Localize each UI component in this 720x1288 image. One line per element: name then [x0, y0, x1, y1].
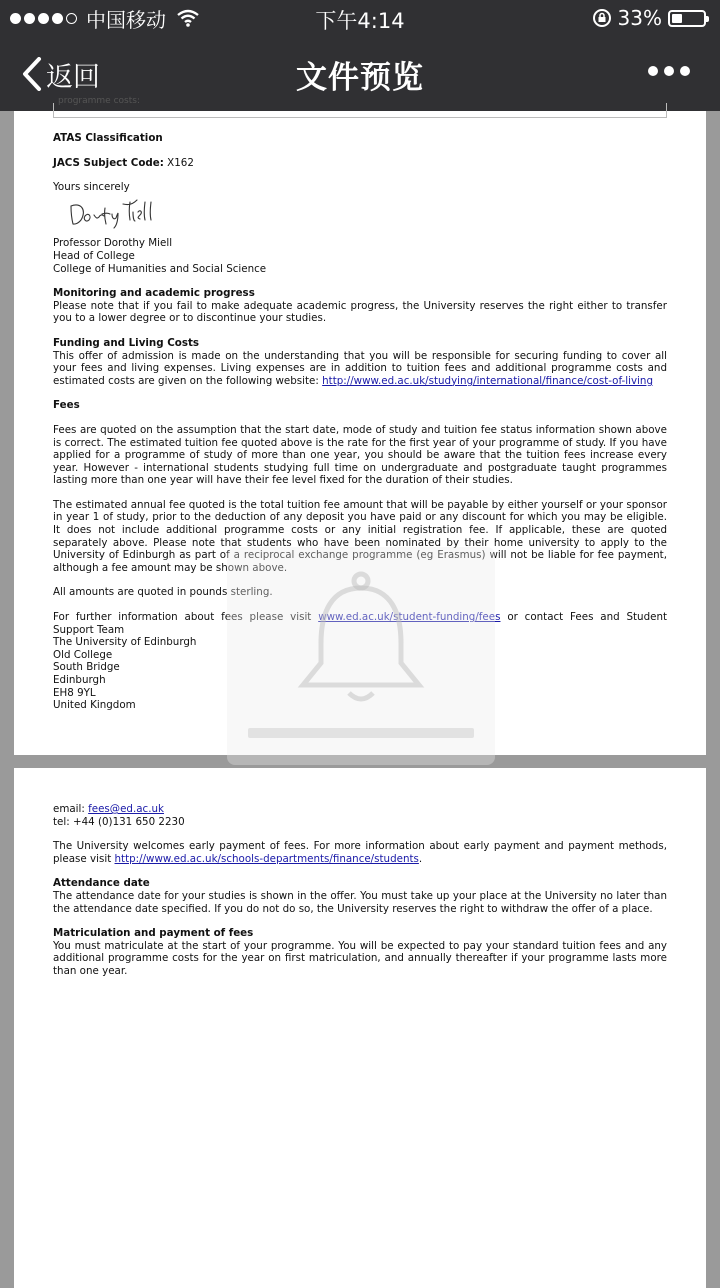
further-info-text-end: or contact Fees and Student Support Team [53, 611, 668, 636]
status-bar [0, 0, 720, 36]
more-dot-icon [664, 66, 674, 76]
more-dot-icon [680, 66, 690, 76]
address-line: South Bridge [53, 661, 120, 674]
more-button[interactable] [642, 66, 690, 76]
address-line: Old College [53, 648, 113, 661]
matriculation-text: You must matriculate at the start of your programme. You will be expected to pay your standard tuition fees and any additional programme costs for the year on first matriculation, and annually thereafter if your programme lasts more than one year. [53, 939, 667, 977]
signatory-college: College of Humanities and Social Science [53, 262, 267, 275]
address-line: The University of Edinburgh [53, 636, 197, 649]
monitoring-heading: Monitoring and academic progress [53, 287, 255, 300]
document-page-2[interactable] [14, 768, 706, 1288]
funding-paragraph [53, 350, 667, 388]
page2-content [53, 803, 667, 978]
battery-nub [706, 16, 709, 22]
carrier-name: 中国移动 [86, 7, 166, 32]
address-line: United Kingdom [53, 699, 136, 712]
email-label: email: [53, 803, 89, 815]
matriculation-heading: Matriculation and payment of fees [53, 927, 254, 940]
email-link[interactable]: fees@ed.ac.uk [88, 803, 164, 815]
attendance-heading: Attendance date [53, 877, 150, 890]
table-cell-text: programme costs: [58, 96, 140, 106]
funding-text: This offer of admission is made on the understanding that you will be responsible for securing funding to cover all your fees and living expenses. Living expenses are in addition to tuition fees and additional programme costs and estimated costs are given on the following website: [53, 349, 667, 387]
address-line: EH8 9YL [53, 686, 96, 699]
fees-paragraph-3: All amounts are quoted in pounds sterling. [53, 586, 273, 599]
cost-of-living-link[interactable]: http://www.ed.ac.uk/studying/international/finance/cost-of-living [322, 374, 653, 387]
battery-percent: 33% [617, 6, 662, 30]
funding-heading: Funding and Living Costs [53, 336, 200, 349]
status-right [592, 6, 706, 30]
fees-paragraph-2: The estimated annual fee quoted is the total tuition fee amount that will be payable by either yourself or your sponsor in year 1 of study, prior to the deduction of any deposit you have paid or any discount for which you may be eligible. It does not include additional programme costs or any initial registration fee. If applicable, these are quoted separately above. Please note that students who have been nominated by their home university to apply to the University of Edinburgh as part of a reciprocal exchange programme (eg Erasmus) will not be liable for fee payment, although a fee amount may be shown above. [53, 498, 667, 574]
notification-bar [248, 728, 474, 738]
email-line [53, 803, 667, 816]
early-payment-end: . [418, 852, 423, 865]
fees-heading: Fees [53, 399, 80, 412]
early-payment-text: The University welcomes early payment of fees. For more information about early payment and payment methods, please visit [53, 840, 667, 865]
student-funding-link[interactable]: www.ed.ac.uk/student-funding/fees [318, 611, 501, 624]
bell-icon [227, 547, 495, 717]
jacs-value: X162 [163, 156, 194, 169]
rotation-lock-icon [592, 8, 612, 28]
fees-paragraph-1: Fees are quoted on the assumption that the start date, mode of study and tuition fee status information shown above is correct. The estimated tuition fee quoted above is the rate for the first year of your programme of study. If you have applied for a programme of study of more than one year, you should be aware that the tuition fees increase every year. However - international students studying full time on undergraduate and postgraduate taught programmes lasting more than one year will have their fee level fixed for the duration of their studies. [53, 423, 667, 487]
signatory-name: Professor Dorothy Miell [53, 237, 173, 250]
attendance-text: The attendance date for your studies is shown in the offer. You must take up your place at the University no later than the attendance date specified. If you do not do so, the University reserves the right to withdraw the offer of a place. [53, 889, 667, 915]
top-bar [0, 0, 720, 111]
tel-line: tel: +44 (0)131 650 2230 [53, 815, 185, 828]
monitoring-text: Please note that if you fail to make adequate academic progress, the University reserves the right either to transfer you to a lower degree or to discontinue your studies. [53, 299, 667, 325]
early-payment-paragraph [53, 840, 667, 865]
page-title: 文件预览 [296, 60, 424, 96]
closing-text: Yours sincerely [53, 181, 130, 194]
more-dot-icon [648, 66, 658, 76]
further-info-text: For further information about fees please visit [53, 611, 319, 624]
atas-heading: ATAS Classification [53, 132, 163, 144]
fee-table-remnant [53, 96, 667, 118]
signatory-title: Head of College [53, 249, 135, 262]
signature-image [67, 198, 159, 232]
back-label: 返回 [46, 61, 100, 93]
address-line: Edinburgh [53, 674, 106, 686]
status-time: 下午4:14 [315, 9, 405, 33]
battery-icon [668, 10, 706, 27]
battery-fill [672, 14, 682, 23]
notification-overlay [227, 547, 495, 765]
jacs-line [53, 157, 667, 170]
jacs-label: JACS Subject Code: [53, 156, 164, 169]
finance-students-link[interactable]: http://www.ed.ac.uk/schools-departments/finance/students [114, 852, 419, 865]
